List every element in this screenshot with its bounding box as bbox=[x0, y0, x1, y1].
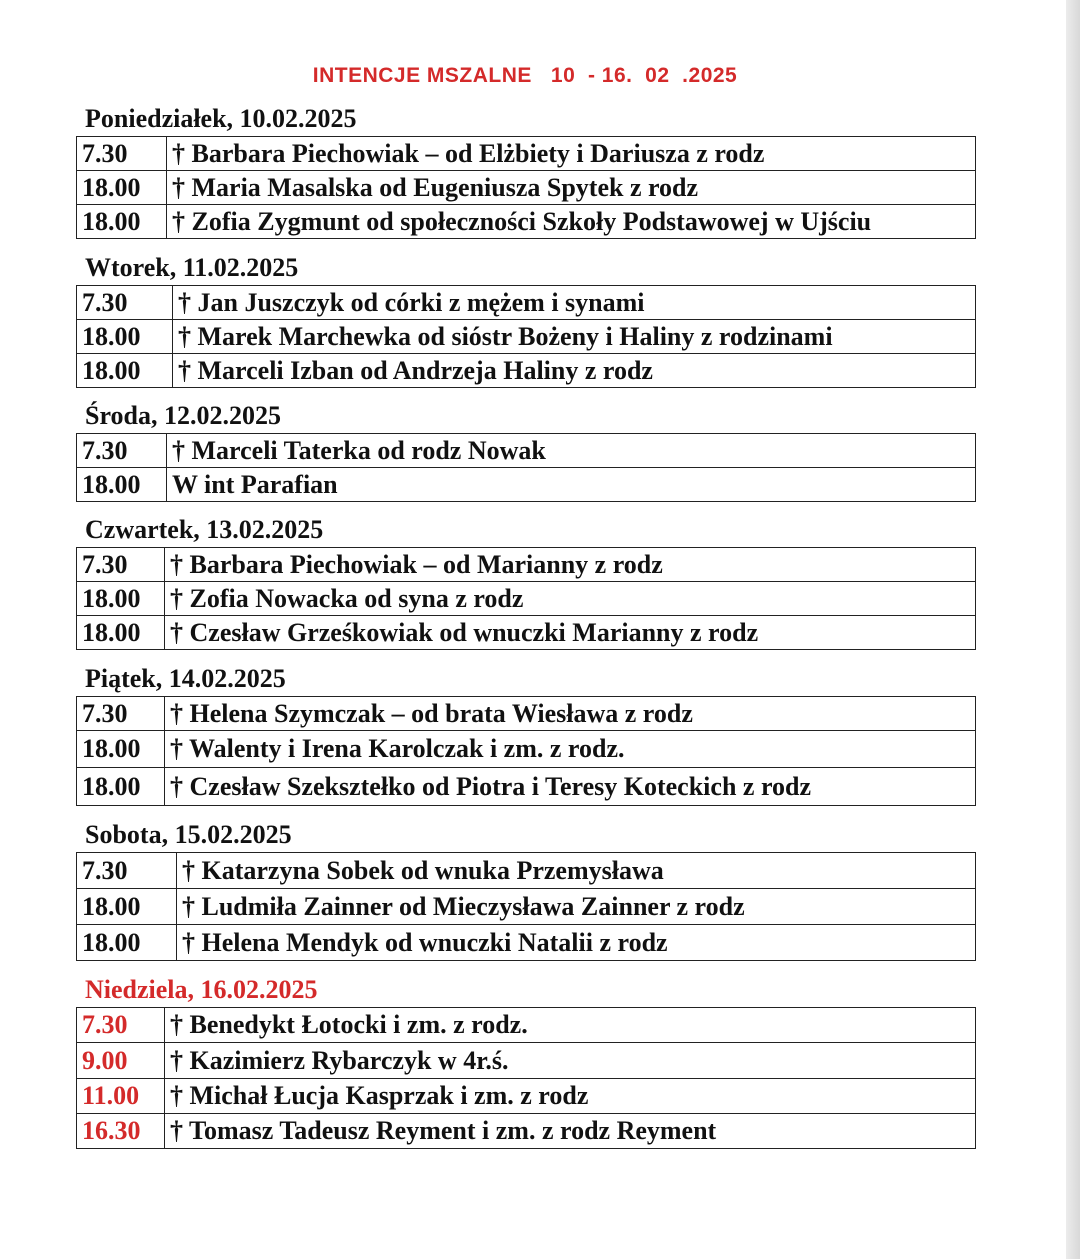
mass-time: 7.30 bbox=[77, 1008, 165, 1043]
intention-text: † Marceli Izban od Andrzeja Haliny z rodz bbox=[173, 354, 976, 388]
mass-time: 18.00 bbox=[77, 582, 165, 616]
day-label: Piątek, 14.02.2025 bbox=[85, 664, 286, 693]
table-row bbox=[77, 925, 976, 961]
intention-text: † Marceli Taterka od rodz Nowak bbox=[167, 434, 976, 468]
day-label: Wtorek, 11.02.2025 bbox=[85, 253, 299, 282]
mass-time: 18.00 bbox=[77, 925, 177, 961]
mass-time: 18.00 bbox=[77, 768, 165, 806]
table-row bbox=[77, 1043, 976, 1079]
intention-text: † Michał Łucja Kasprzak i zm. z rodz bbox=[165, 1079, 976, 1114]
intention-text: † Zofia Zygmunt od społeczności Szkoły Podstawowej w Ujściu bbox=[167, 205, 976, 239]
intention-text: † Helena Szymczak – od brata Wiesława z rodz bbox=[165, 697, 976, 731]
intentions-table bbox=[76, 1007, 976, 1149]
intentions-table bbox=[76, 852, 976, 961]
intention-text: † Tomasz Tadeusz Reyment i zm. z rodz Reyment bbox=[165, 1114, 976, 1149]
intention-text: † Helena Mendyk od wnuczki Natalii z rodz bbox=[177, 925, 976, 961]
intention-text: † Jan Juszczyk od córki z mężem i synami bbox=[173, 286, 976, 320]
intentions-table bbox=[76, 285, 976, 388]
intention-text: † Walenty i Irena Karolczak i zm. z rodz. bbox=[165, 731, 976, 768]
intention-text: W int Parafian bbox=[167, 468, 976, 502]
day-section-tuesday bbox=[76, 253, 976, 388]
day-section-saturday bbox=[76, 820, 976, 961]
mass-time: 16.30 bbox=[77, 1114, 165, 1149]
table-row bbox=[77, 1079, 976, 1114]
table-row bbox=[77, 434, 976, 468]
page-title: INTENCJE MSZALNE 10 - 16. 02 .2025 bbox=[312, 64, 738, 87]
intentions-table bbox=[76, 136, 976, 239]
day-label: Czwartek, 13.02.2025 bbox=[85, 515, 324, 544]
mass-time: 18.00 bbox=[77, 171, 167, 205]
table-row bbox=[77, 320, 976, 354]
day-section-monday bbox=[76, 104, 976, 239]
intention-text: † Benedykt Łotocki i zm. z rodz. bbox=[165, 1008, 976, 1043]
mass-time: 11.00 bbox=[77, 1079, 165, 1114]
page-edge bbox=[1066, 0, 1080, 1259]
table-row bbox=[77, 697, 976, 731]
day-label: Sobota, 15.02.2025 bbox=[85, 820, 292, 849]
intentions-table bbox=[76, 433, 976, 502]
intention-text: † Marek Marchewka od sióstr Bożeny i Haliny z rodzinami bbox=[173, 320, 976, 354]
intention-text: † Czesław Szeksztełko od Piotra i Teresy Koteckich z rodz bbox=[165, 768, 976, 806]
mass-time: 18.00 bbox=[77, 320, 173, 354]
table-row bbox=[77, 548, 976, 582]
mass-time: 18.00 bbox=[77, 468, 167, 502]
day-section-wednesday bbox=[76, 401, 976, 502]
intention-text: † Kazimierz Rybarczyk w 4r.ś. bbox=[165, 1043, 976, 1079]
mass-time: 9.00 bbox=[77, 1043, 165, 1079]
mass-time: 7.30 bbox=[77, 286, 173, 320]
table-row bbox=[77, 616, 976, 650]
intention-text: † Ludmiła Zainner od Mieczysława Zainner z rodz bbox=[177, 889, 976, 925]
table-row bbox=[77, 354, 976, 388]
day-section-thursday bbox=[76, 515, 976, 650]
day-section-sunday bbox=[76, 975, 976, 1149]
table-row bbox=[77, 731, 976, 768]
table-row bbox=[77, 1008, 976, 1043]
mass-time: 18.00 bbox=[77, 731, 165, 768]
table-row bbox=[77, 853, 976, 889]
table-row bbox=[77, 286, 976, 320]
table-row bbox=[77, 137, 976, 171]
mass-time: 7.30 bbox=[77, 548, 165, 582]
intention-text: † Zofia Nowacka od syna z rodz bbox=[165, 582, 976, 616]
day-label: Niedziela, 16.02.2025 bbox=[85, 975, 318, 1004]
mass-time: 7.30 bbox=[77, 697, 165, 731]
day-label: Środa, 12.02.2025 bbox=[85, 401, 281, 430]
mass-time: 7.30 bbox=[77, 434, 167, 468]
day-label: Poniedziałek, 10.02.2025 bbox=[85, 104, 357, 133]
intention-text: † Katarzyna Sobek od wnuka Przemysława bbox=[177, 853, 976, 889]
mass-time: 7.30 bbox=[77, 137, 167, 171]
table-row bbox=[77, 582, 976, 616]
table-row bbox=[77, 171, 976, 205]
intentions-table bbox=[76, 696, 976, 806]
mass-time: 18.00 bbox=[77, 616, 165, 650]
table-row bbox=[77, 468, 976, 502]
mass-time: 18.00 bbox=[77, 205, 167, 239]
mass-time: 18.00 bbox=[77, 889, 177, 925]
table-row bbox=[77, 889, 976, 925]
intention-text: † Czesław Grześkowiak od wnuczki Marianny z rodz bbox=[165, 616, 976, 650]
intention-text: † Barbara Piechowiak – od Marianny z rodz bbox=[165, 548, 976, 582]
table-row bbox=[77, 205, 976, 239]
intention-text: † Barbara Piechowiak – od Elżbiety i Dariusza z rodz bbox=[167, 137, 976, 171]
intention-text: † Maria Masalska od Eugeniusza Spytek z rodz bbox=[167, 171, 976, 205]
day-section-friday bbox=[76, 664, 976, 806]
intentions-table bbox=[76, 547, 976, 650]
table-row bbox=[77, 768, 976, 806]
mass-time: 18.00 bbox=[77, 354, 173, 388]
mass-time: 7.30 bbox=[77, 853, 177, 889]
table-row bbox=[77, 1114, 976, 1149]
